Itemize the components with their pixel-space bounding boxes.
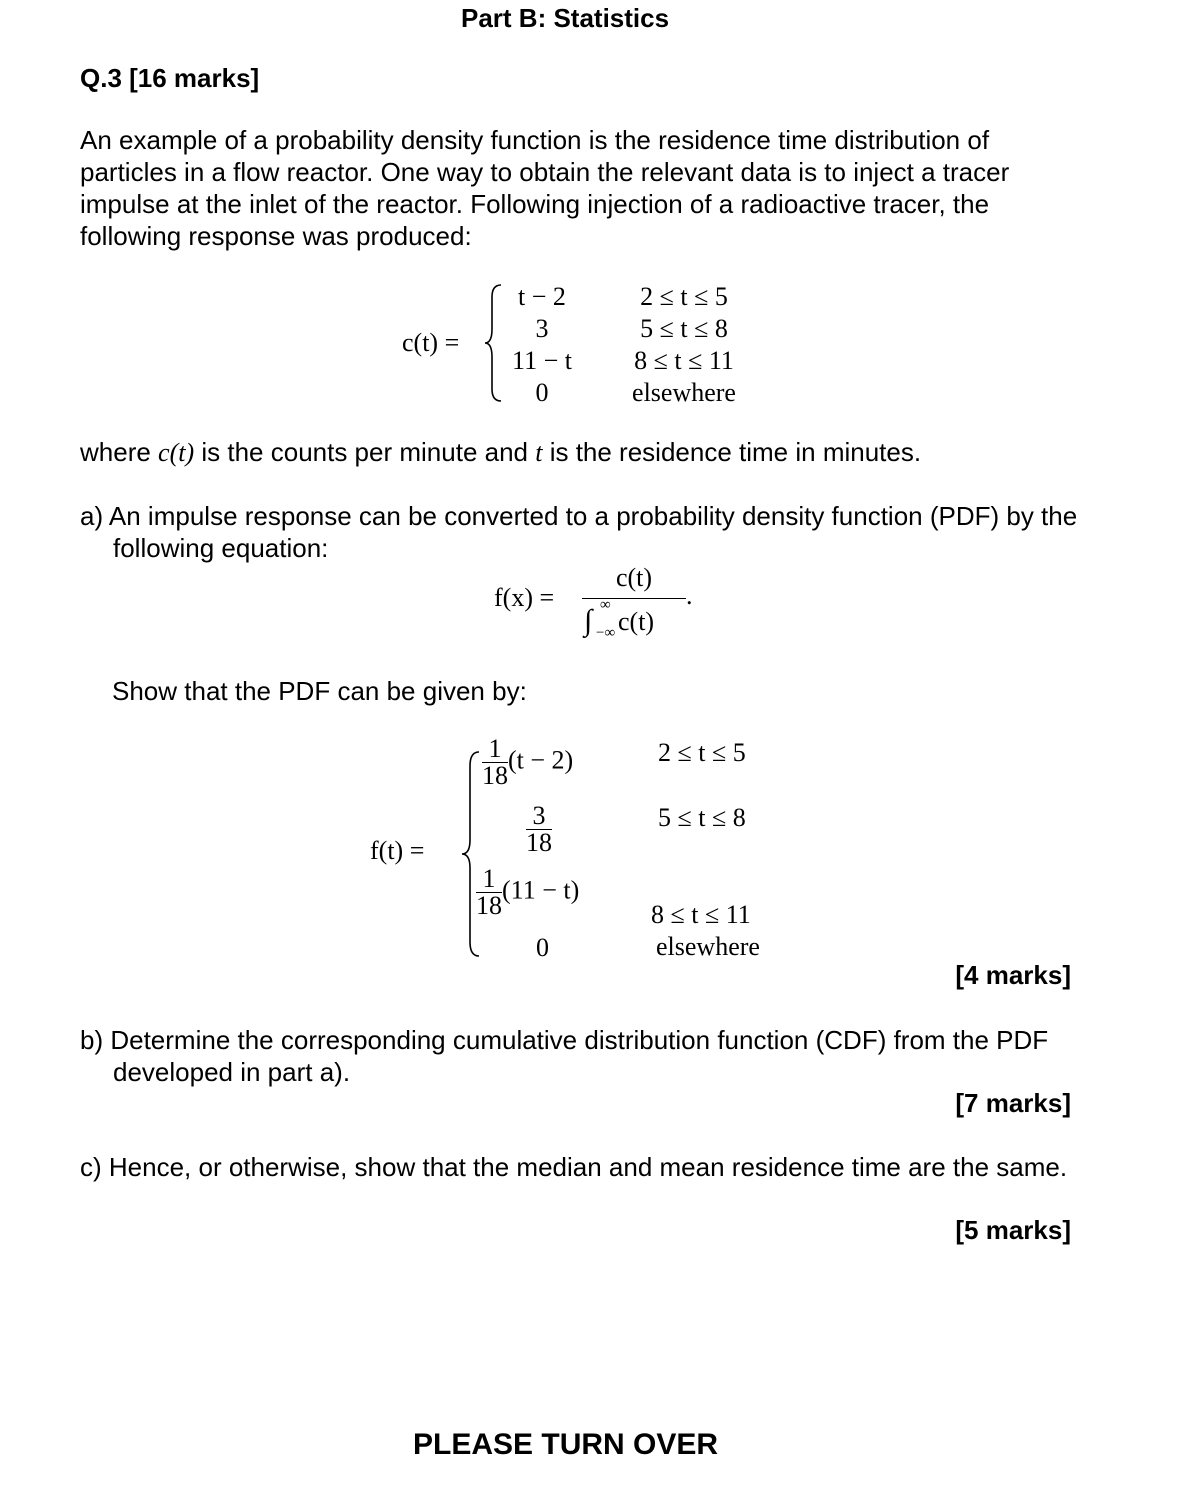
f-function-lhs: f(t) = [370, 836, 425, 865]
c-case-cond-2: 5 ≤ t ≤ 8 [640, 314, 728, 343]
c-case-expr-1: t − 2 [518, 282, 566, 311]
pdf-case-3-expr: (11 − t) [502, 875, 580, 905]
c-function-lhs: c(t) = [402, 328, 460, 357]
c-case-cond-1: 2 ≤ t ≤ 5 [640, 282, 728, 311]
pdf-case-2-denominator: 18 [526, 828, 552, 857]
show-text: Show that the PDF can be given by: [112, 676, 527, 706]
where-sentence: where c(t) is the counts per minute and t is the residence time in minutes. [80, 437, 922, 467]
integral-lower-limit: −∞ [596, 625, 616, 641]
pdf-case-1-expr: (t − 2) [508, 745, 574, 775]
integral-upper-limit: ∞ [600, 597, 611, 613]
part-a-marks: [4 marks] [955, 960, 1071, 990]
part-c-text: c) Hence, or otherwise, show that the median and mean residence time are the same. [80, 1152, 1068, 1182]
pdf-case-cond-4: elsewhere [656, 932, 760, 961]
pdf-case-1-numerator: 1 [482, 736, 508, 763]
pdf-case-3-numerator: 1 [476, 866, 502, 893]
part-b-text: b) Determine the corresponding cumulative distribution function (CDF) from the PDF developed in part a). [80, 1025, 1049, 1087]
c-case-expr-3: 11 − t [512, 346, 572, 375]
pdf-case-1-denominator: 18 [482, 761, 508, 790]
pdf-eq-lhs: f(x) = [494, 583, 555, 612]
pdf-case-1 [482, 736, 573, 789]
part-c-marks: [5 marks] [955, 1215, 1071, 1245]
pdf-case-cond-1: 2 ≤ t ≤ 5 [658, 738, 746, 767]
c-case-cond-3: 8 ≤ t ≤ 11 [634, 346, 734, 375]
c-case-cond-4: elsewhere [632, 378, 736, 407]
pdf-case-2 [526, 803, 552, 856]
pdf-eq-numerator: c(t) [615, 563, 653, 592]
pdf-case-2-numerator: 3 [526, 803, 552, 830]
c-case-expr-2: 3 [535, 314, 549, 343]
footer-turn-over: PLEASE TURN OVER [413, 1428, 719, 1461]
integral-sign: ∫ [584, 604, 593, 637]
pdf-case-3 [476, 866, 579, 919]
pdf-case-cond-3: 8 ≤ t ≤ 11 [651, 900, 751, 929]
pdf-eq-period: . [686, 581, 693, 610]
part-b-marks: [7 marks] [955, 1088, 1071, 1118]
c-case-expr-4: 0 [535, 378, 549, 407]
part-a-text: a) An impulse response can be converted to a probability density function (PDF) by the following equation: [80, 501, 1078, 563]
pdf-eq-denominator: c(t) [618, 607, 655, 636]
pdf-eq-fraction-bar [582, 598, 686, 599]
question-intro: An example of a probability density function is the residence time distribution of particles in a flow reactor. One way to obtain the relevant data is to inject a tracer impulse at the inlet of the reactor. Following injection of a radioactive tracer, the following response was produced: [80, 125, 1010, 251]
question-label: Q.3 [16 marks] [80, 63, 260, 93]
f-function-brace [460, 750, 482, 960]
part-title: Part B: Statistics [461, 3, 670, 33]
pdf-case-expr-4: 0 [536, 933, 549, 962]
pdf-case-cond-2: 5 ≤ t ≤ 8 [658, 803, 746, 832]
pdf-case-3-denominator: 18 [476, 891, 502, 920]
